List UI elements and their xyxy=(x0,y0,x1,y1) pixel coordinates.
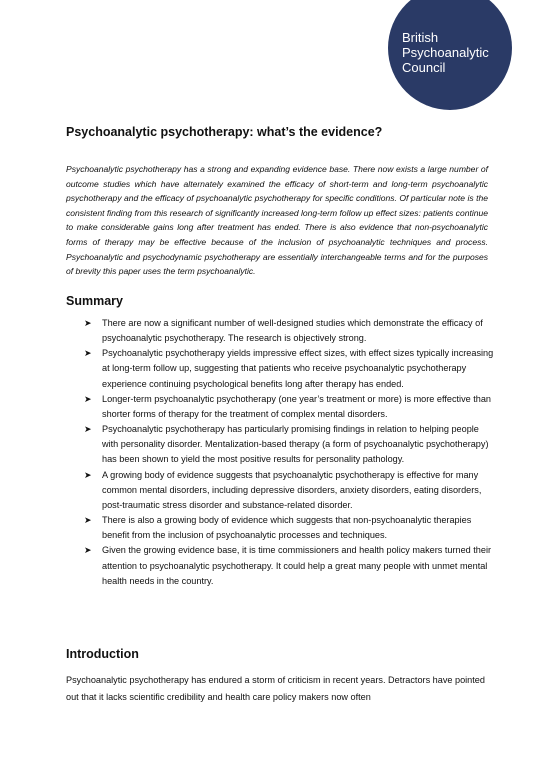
list-item-text: Longer-term psychoanalytic psychotherapy (one year’s treatment or more) is more effective than shorter forms of therapy for the treatment of complex mental disorders. xyxy=(102,393,492,419)
arrow-bullet-icon: ➤ xyxy=(84,348,92,359)
list-item xyxy=(84,543,494,588)
logo-line: Psychoanalytic xyxy=(402,45,489,60)
arrow-bullet-icon: ➤ xyxy=(84,545,92,556)
arrow-bullet-icon: ➤ xyxy=(84,393,92,404)
list-item-text: Given the growing evidence base, it is time commissioners and health policy makers turned their attention to psychoanalytic psychotherapy. It could help a great many people with unmet mental health needs in the country. xyxy=(102,545,492,586)
arrow-bullet-icon: ➤ xyxy=(84,469,92,480)
arrow-bullet-icon: ➤ xyxy=(84,424,92,435)
list-item xyxy=(84,316,494,346)
document-title: Psychoanalytic psychotherapy: what’s the evidence? xyxy=(66,125,383,139)
list-item-text: There is also a growing body of evidence which suggests that non-psychoanalytic therapies benefit from the inclusion of psychoanalytic processes and techniques. xyxy=(102,515,472,541)
logo-line: Council xyxy=(402,60,446,75)
list-item-text: There are now a significant number of well-designed studies which demonstrate the efficacy of psychoanalytic psychotherapy. The research is objectively strong. xyxy=(102,318,483,344)
list-item xyxy=(84,513,494,543)
abstract-paragraph: Psychoanalytic psychotherapy has a strong and expanding evidence base. There now exists a large number of outcome studies which have alternately examined the efficacy of short-term and long-term psychoanalytic psychotherapy and the efficacy of psychoanalytic psychotherapy for specific conditions. Of particular note is the consistent finding from this research of significantly increased long-term follow up effect sizes: patients continue to make considerable gains long after treatment has ended. There is also evidence that non-psychoanalytic forms of therapy may be effective because of the inclusion of psychoanalytic techniques and process. Psychoanalytic and psychodynamic psychotherapy are essentially interchangeable terms and for the purposes of brevity this paper uses the term psychoanalytic. xyxy=(66,164,488,277)
list-item-text: Psychoanalytic psychotherapy yields impressive effect sizes, with effect sizes typically increasing at long-term follow up, suggesting that patients who receive psychoanalytic psychotherapy experience continuing psychological benefits long after therapy has ended. xyxy=(102,348,494,389)
list-item-text: A growing body of evidence suggests that psychoanalytic psychotherapy is effective for many common mental disorders, including depressive disorders, anxiety disorders, eating disorders, post-traumatic stress disorder and substance-related disorder. xyxy=(102,469,482,510)
list-item xyxy=(84,422,494,467)
list-item xyxy=(84,392,494,422)
arrow-bullet-icon: ➤ xyxy=(84,318,92,328)
summary-heading: Summary xyxy=(66,294,123,308)
list-item-text: Psychoanalytic psychotherapy has particularly promising findings in relation to helping people with personality disorder. Mentalization-based therapy (a form of psychoanalytic psychotherapy) has been shown to yield the most positive results for personality pathology. xyxy=(102,424,489,465)
summary-list xyxy=(84,316,494,589)
list-item xyxy=(84,346,494,391)
introduction-heading: Introduction xyxy=(66,647,139,661)
list-item xyxy=(84,468,494,513)
introduction-paragraph: Psychoanalytic psychotherapy has endured a storm of criticism in recent years. Detractors have pointed out that it lacks scientific credibility and health care policy makers now often xyxy=(66,675,485,702)
logo-line: British xyxy=(402,30,439,45)
logo-text xyxy=(402,30,489,75)
arrow-bullet-icon: ➤ xyxy=(84,515,92,526)
